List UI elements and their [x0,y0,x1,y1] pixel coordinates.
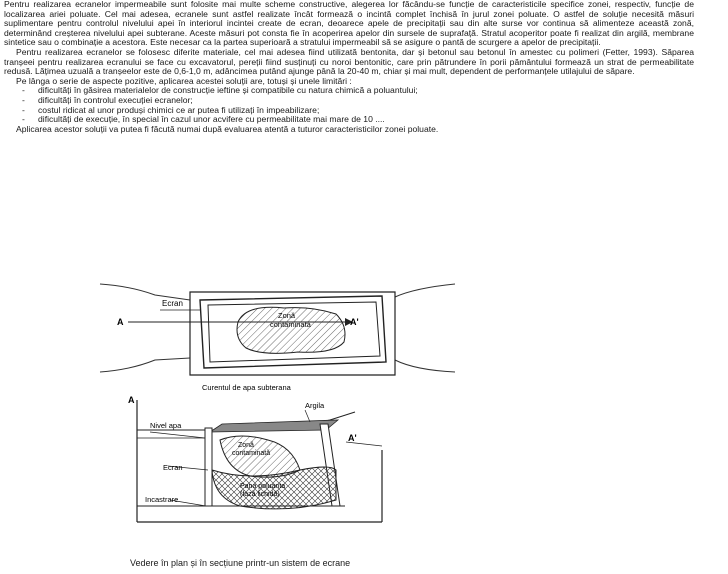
water-level-label: Nivel apa [150,421,182,430]
plan-a-left-label: A [117,317,124,327]
list-item: - dificultăți de execuție, în special în cazul unor acvifere cu permeabilitate mai mare de 10 .... [4,115,694,125]
list-item: - costul ridicat al unor produși chimici ce ar putea fi utilizați în impeabilizare; [4,106,694,116]
list-item: - dificultăți în găsirea materialelor de construcție ieftine și compatibile cu natura chimică a poluantului; [4,86,694,96]
section-view [128,395,382,522]
paragraph-1: Pentru realizarea ecranelor impermeabile sunt folosite mai multe scheme constructive, alegerea lor făcându-se funcție de caracteristicile specifice zonei, respectiv, funcție de localizarea ariei poluate. Cel mai adesea, ecranele sunt astfel realizate încât formează o incintă complet închisă în jurul zonei poluate. O astfel de soluție necesită măsuri suplimentare pentru controlul nivelului apei în interiorul incintei create de ecran, deoarece apele de precipitații sau din alte surse vor continua să alimenteze această zonă, determinând creșterea nivelului apei subterane. Aceste măsuri pot consta fie în acoperirea apelor din sursele de suprafață. Stratul acoperitor poate fi realizat din argilă, membrane sintetice sau o combinație a acestora. Este necesar ca la partea superioară a stratului impermeabil să se asigure o pantă de scurgere a apelor de precipitații. [4,0,694,48]
plan-a-right-label: A' [350,317,359,327]
plume-label-2: (fază lichidă) [240,491,280,498]
flow-boundary-line [395,284,455,297]
flow-label: Curentul de apa subterana [202,383,291,392]
plan-screen-label: Ecran [162,299,183,308]
section-a-label: A [128,395,135,405]
figure-caption: Vedere în plan și în secțiune printr-un sistem de ecrane [130,558,351,568]
flow-boundary-line [395,360,455,372]
flow-boundary-line [100,284,190,300]
screen-wall-left [205,428,212,506]
closing-paragraph: Aplicarea acestor soluții va putea fi făcută numai după evaluarea atentă a tuturor caracteristicilor zonei poluate. [16,123,439,134]
plan-zone-label-2: contaminată [270,320,311,329]
paragraph-3: Pe lânga o serie de aspecte pozitive, aplicarea acestei soluții are, totuși și unele limitări : [16,75,352,86]
paragraph-2: Pentru realizarea ecranelor se folosesc diferite materiale, cel mai adesea fiind utilizată bentonita, dar și betonul sau betonul în amestec cu polimeri (Fetter, 1993). Săparea tranșeei pentru realizarea ecranului se face cu excavatorul, pereții fiind susținuți cu noroi bentonitic, care prin pătrundere în porii pământului formează un strat de permeabilitate redusă. Lățimea uzuală a tranșeelor este de 0,6-1,0 m, adâncimea putând ajunge până la 20-40 m, chiar și mai mult, dependent de performanțele utilajului de săpare. [4,46,694,77]
section-zone-label-2: contaminată [232,450,271,457]
flow-boundary-line [100,358,190,372]
plan-view [100,284,455,392]
section-screen-label: Ecran [163,463,183,472]
section-a-right-label: A' [348,433,357,443]
clay-label: Argila [305,401,325,410]
plume-label: Pana poluanta [240,483,286,490]
leader-line [150,432,205,438]
clay-layer [210,420,338,432]
list-item: - dificultăți în controlul execuției ecranelor; [4,96,694,106]
leader-line [305,410,310,422]
base-label: Incastrare [145,495,179,504]
section-zone-label: Zonă [238,442,254,449]
plan-zone-label: Zonă [278,311,296,320]
